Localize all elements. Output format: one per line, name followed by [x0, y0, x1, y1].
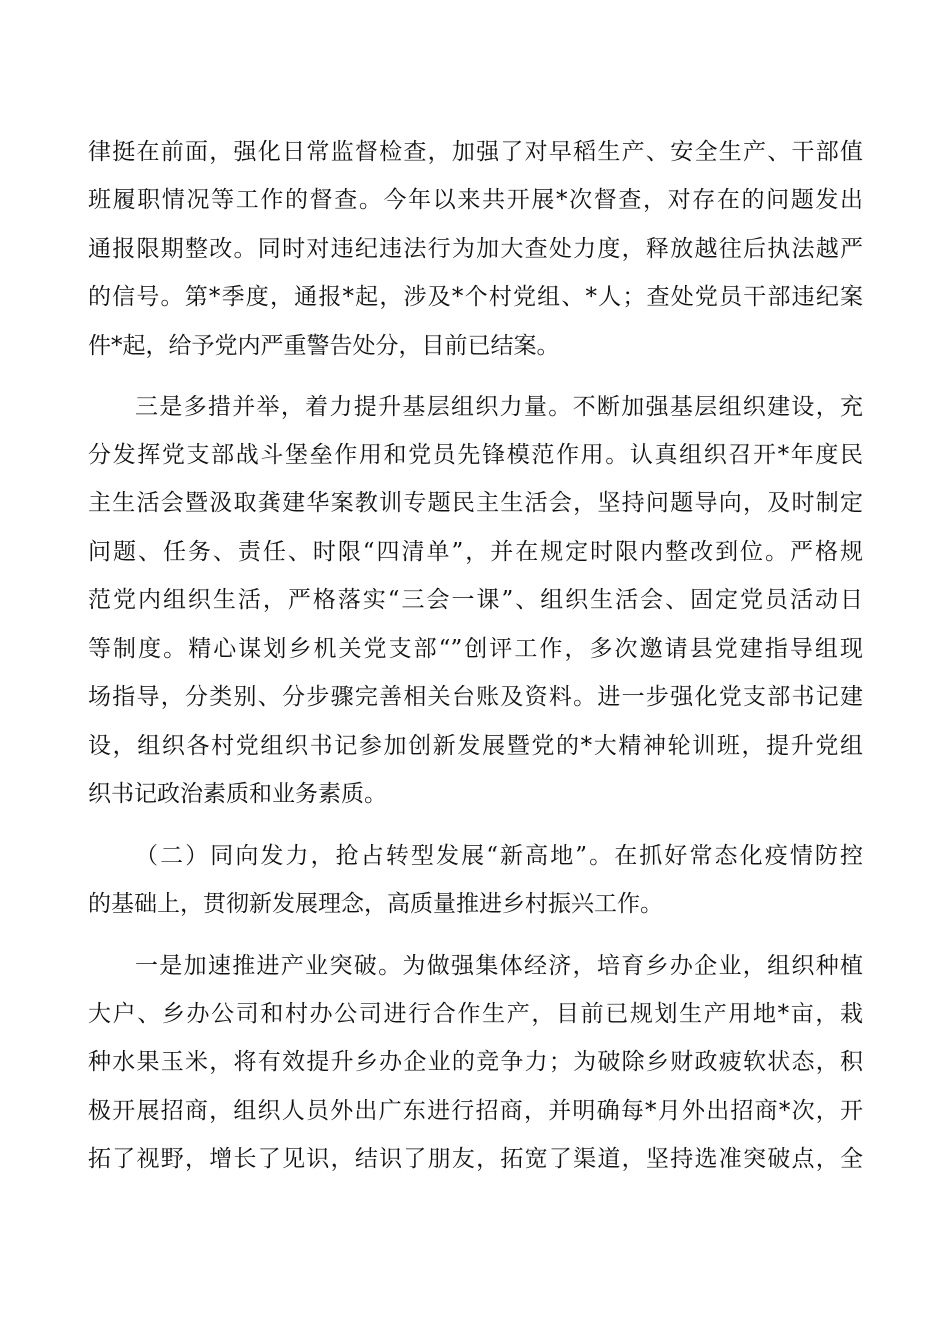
body-text-line: 织书记政治素质和业务素质。 [88, 781, 387, 807]
body-text-line: 设，组织各村党组织书记参加创新发展暨党的*大精神轮训班，提升党组 [88, 733, 863, 759]
body-text-line: 班履职情况等工作的督查。今年以来共开展*次督查，对存在的问题发出 [88, 187, 863, 213]
body-text-line: 场指导，分类别、分步骤完善相关台账及资料。进一步强化党支部书记建 [88, 684, 863, 710]
body-text-line: 通报限期整改。同时对违纪违法行为加大查处力度，释放越往后执法越严 [88, 236, 863, 262]
section-heading-line: （二）同向发力，抢占转型发展“新高地”。在抓好常态化疫情防控 [135, 843, 863, 869]
body-text-line: 件*起，给予党内严重警告处分，目前已结案。 [88, 333, 560, 359]
body-text-line: 分发挥党支部战斗堡垒作用和党员先锋模范作用。认真组织召开*年度民 [88, 442, 863, 468]
body-text-line: 问题、任务、责任、时限“四清单”，并在规定时限内整改到位。严格规 [88, 539, 863, 565]
body-text-line: 范党内组织生活，严格落实“三会一课”、组织生活会、固定党员活动日 [88, 587, 863, 613]
body-text-line: 极开展招商，组织人员外出广东进行招商，并明确每*月外出招商*次，开 [88, 1098, 863, 1124]
body-text-line: 主生活会暨汲取龚建华案教训专题民主生活会，坚持问题导向，及时制定 [88, 490, 863, 516]
body-text-line: 律挺在前面，强化日常监督检查，加强了对早稻生产、安全生产、干部值 [88, 139, 863, 165]
body-text-line: 大户、乡办公司和村办公司进行合作生产，目前已规划生产用地*亩，栽 [88, 1001, 863, 1027]
body-text-line: 拓了视野，增长了见识，结识了朋友，拓宽了渠道，坚持选准突破点，全 [88, 1146, 863, 1172]
body-text-line: 等制度。精心谋划乡机关党支部“”创评工作，多次邀请县党建指导组现 [88, 636, 863, 662]
paragraph-first-line: 三是多措并举，着力提升基层组织力量。不断加强基层组织建设，充 [135, 394, 863, 420]
body-text-line: 的信号。第*季度，通报*起，涉及*个村党组、*人；查处党员干部违纪案 [88, 284, 863, 310]
paragraph-first-line: 一是加速推进产业突破。为做强集体经济，培育乡办企业，组织种植 [135, 953, 863, 979]
body-text-line: 的基础上，贯彻新发展理念，高质量推进乡村振兴工作。 [88, 891, 663, 917]
body-text-line: 种水果玉米，将有效提升乡办企业的竞争力；为破除乡财政疲软状态，积 [88, 1049, 863, 1075]
